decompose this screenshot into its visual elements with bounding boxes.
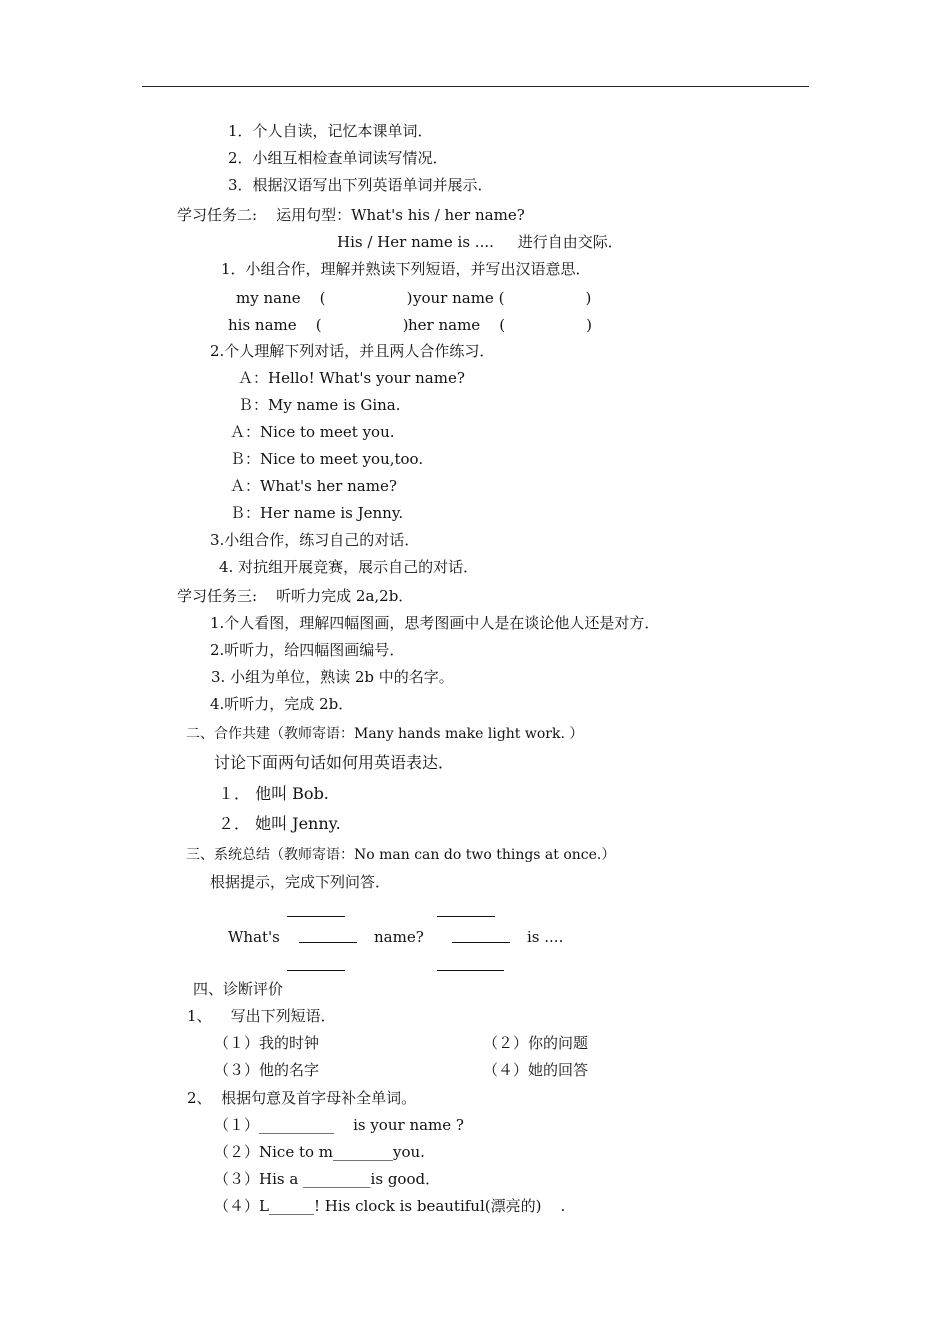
task2-header-cont: His / Her name is .... 进行自由交际． (337, 233, 623, 251)
section4-q1: 1、 写出下列短语． (187, 1007, 336, 1025)
dialogue-line-2: Ｂ：My name is Gina. (238, 396, 401, 414)
phrase-his-name: his name ( ) (228, 316, 409, 334)
task1-step-3: 3．根据汉语写出下列英语单词并展示． (228, 176, 493, 194)
q2-item-4: （４）L______! His clock is beautiful(漂亮的) . (214, 1197, 566, 1215)
section2-item-2: ２． 她叫 Jenny. (218, 814, 341, 833)
blank-bottom-right[interactable] (437, 956, 504, 971)
section3-header: 三、系统总结（教师寄语：No man can do two things at once.） (186, 847, 616, 863)
section3-intro: 根据提示，完成下列问答． (210, 873, 391, 891)
task3-step-1: 1.个人看图，理解四幅图画，思考图画中人是在谈论他人还是对方． (210, 614, 660, 632)
blank-middle-left[interactable] (299, 928, 357, 943)
section2-header: 二、合作共建（教师寄语：Many hands make light work. ） (186, 726, 584, 742)
task1-step-2: 2．小组互相检查单词读写情况． (228, 149, 448, 167)
q2-item-3: （３）His a _________is good． (214, 1170, 441, 1188)
is-label: is .... (527, 928, 564, 946)
q1-item-3: （３）他的名字 (214, 1061, 320, 1079)
task3-header: 学习任务三: 听听力完成 2a,2b． (177, 587, 414, 605)
task2-header: 学习任务二: 运用句型：What's his / her name? (177, 206, 525, 224)
whats-label: What's (228, 928, 280, 946)
task3-step-4: 4.听听力，完成 2b． (210, 695, 354, 713)
q2-item-1: （１）__________ is your name ? (214, 1116, 464, 1134)
phrase-your-name: your name ( ) (413, 289, 592, 307)
task2-step-4: 4. 对抗组开展竞赛，展示自己的对话． (219, 558, 479, 576)
q1-item-1: （１）我的时钟 (214, 1034, 320, 1052)
task3-step-3: 3. 小组为单位，熟读 2b 中的名字。 (211, 668, 454, 686)
q1-item-2: （２）你的问题 (483, 1034, 589, 1052)
q2-item-2: （２）Nice to m________you. (214, 1143, 425, 1161)
blank-bottom-left[interactable] (287, 956, 345, 971)
dialogue-line-1: Ａ：Hello! What's your name? (238, 369, 465, 387)
phrase-her-name: her name ( ) (408, 316, 593, 334)
section4-q2: 2、 根据句意及首字母补全单词。 (187, 1089, 417, 1107)
phrase-my-name: my nane ( ) (236, 289, 413, 307)
section4-header: 四、诊断评价 (193, 980, 284, 998)
task1-step-1: 1．个人自读，记忆本课单词． (228, 122, 433, 140)
task3-step-2: 2.听听力，给四幅图画编号． (210, 641, 405, 659)
name-question: name? (374, 928, 424, 946)
dialogue-line-4: Ｂ：Nice to meet you,too. (230, 450, 424, 468)
blank-middle-right[interactable] (452, 928, 510, 943)
task2-step-3: 3.小组合作，练习自己的对话． (210, 531, 420, 549)
task2-step-2: 2.个人理解下列对话，并且两人合作练习． (210, 342, 495, 360)
blank-top-right[interactable] (437, 902, 495, 917)
section2-intro: 讨论下面两句话如何用英语表达． (214, 753, 455, 772)
task2-step-1: 1．小组合作，理解并熟读下列短语，并写出汉语意思． (221, 260, 591, 278)
dialogue-line-3: Ａ：Nice to meet you. (230, 423, 395, 441)
section2-item-1: １． 他叫 Bob. (218, 784, 329, 803)
q1-item-4: （４）她的回答 (483, 1061, 589, 1079)
header-rule (142, 86, 809, 87)
dialogue-line-5: Ａ：What's her name? (230, 477, 397, 495)
blank-top-left[interactable] (287, 902, 345, 917)
dialogue-line-6: Ｂ：Her name is Jenny. (230, 504, 404, 522)
